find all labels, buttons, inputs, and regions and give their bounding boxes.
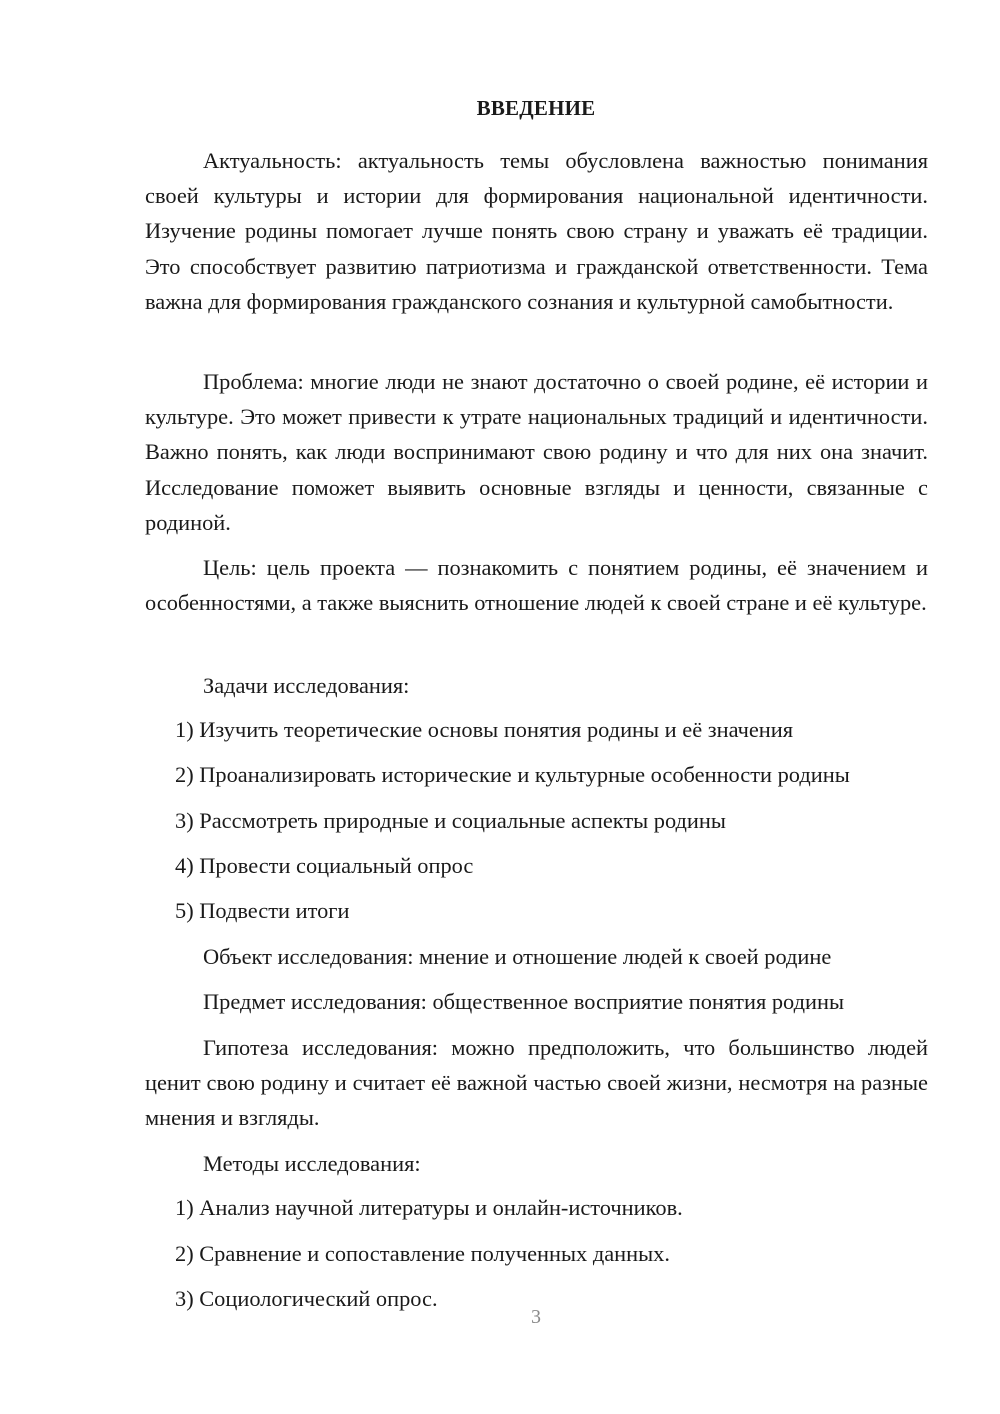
goal-paragraph: Цель: цель проекта — познакомить с понятием родины, её значением и особенностями, а также выяснить отношение людей к своей стране и её культуре.: [145, 555, 928, 616]
hypothesis-paragraph: Гипотеза исследования: можно предположить, что большинство людей ценит свою родину и считает её важной частью своей жизни, несмотря на разные мнения и взгляды.: [145, 1035, 928, 1131]
page-number: 3: [531, 1306, 541, 1328]
problem-paragraph: Проблема: многие люди не знают достаточно о своей родине, её истории и культуре. Это может привести к утрате национальных традиций и идентичности. Важно понять, как люди воспринимают свою родину и что для них она значит. Исследование поможет выявить основные взгляды и ценности, связанные с родиной.: [145, 369, 928, 535]
method-item: 2) Сравнение и сопоставление полученных данных.: [175, 1241, 670, 1266]
task-item: 3) Рассмотреть природные и социальные аспекты родины: [175, 808, 726, 833]
task-item: 4) Провести социальный опрос: [175, 853, 474, 878]
task-item: 5) Подвести итоги: [175, 898, 350, 923]
research-subject: Предмет исследования: общественное восприятие понятия родины: [203, 989, 844, 1014]
method-item: 3) Социологический опрос.: [175, 1286, 438, 1311]
section-heading: ВВЕДЕНИЕ: [476, 96, 596, 120]
tasks-label: Задачи исследования:: [203, 673, 410, 698]
research-object: Объект исследования: мнение и отношение людей к своей родине: [203, 944, 832, 969]
methods-label: Методы исследования:: [203, 1151, 421, 1176]
relevance-paragraph: Актуальность: актуальность темы обусловлена важностью понимания своей культуры и истории для формирования национальной идентичности. Изучение родины помогает лучше понять свою страну и уважать её традиции. Это способствует развитию патриотизма и гражданской ответственности. Тема важна для формирования гражданского сознания и культурной самобытности.: [145, 148, 928, 314]
method-item: 1) Анализ научной литературы и онлайн-источников.: [175, 1195, 683, 1220]
task-item: 1) Изучить теоретические основы понятия родины и её значения: [175, 717, 794, 742]
task-item: 2) Проанализировать исторические и культурные особенности родины: [175, 762, 850, 787]
